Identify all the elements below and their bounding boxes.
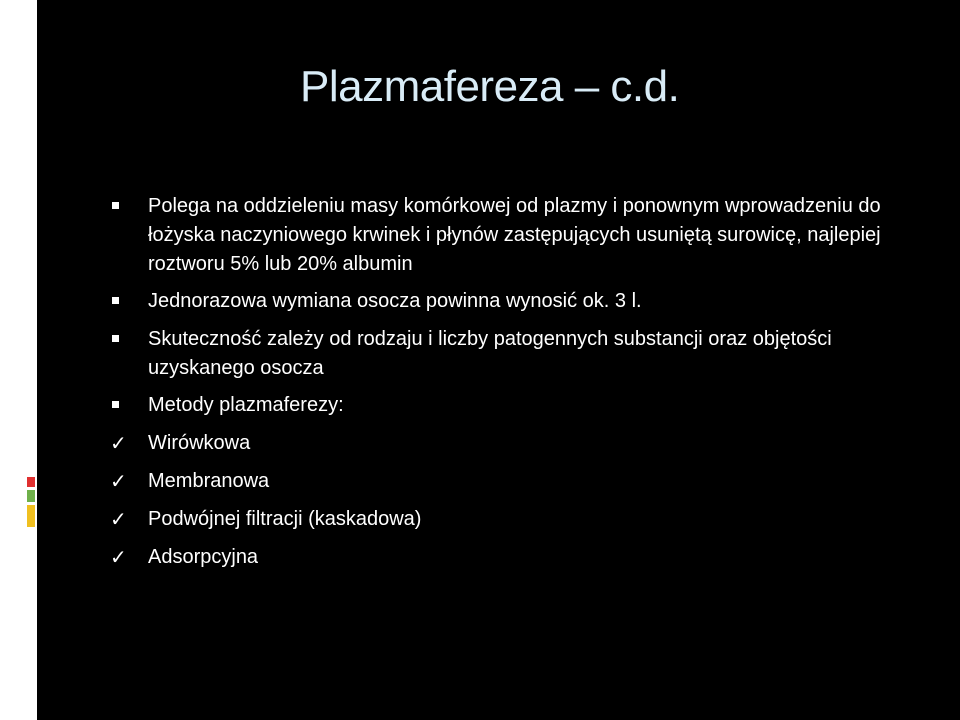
stripe <box>28 22 30 62</box>
list-item <box>110 429 890 458</box>
bullet-list <box>110 192 890 581</box>
square-icon <box>110 287 130 316</box>
stripe <box>22 70 25 110</box>
list-item-text: Adsorpcyjna <box>148 546 259 568</box>
list-item-text: Skuteczność zależy od rodzaju i liczby patogennych substancji oraz objętości uzyskanego osocza <box>148 328 832 379</box>
stripe <box>33 70 36 110</box>
checkmark-icon: ✓ <box>110 545 127 569</box>
list-item <box>110 391 890 420</box>
checkmark-icon: ✓ <box>110 469 127 493</box>
slide-title: Plazmafereza – c.d. <box>300 62 680 111</box>
accent-box-green <box>27 490 35 502</box>
list-item-text: Membranowa <box>148 470 270 492</box>
stripe <box>28 70 30 110</box>
list-item <box>110 543 890 572</box>
list-item-text: Metody plazmaferezy: <box>148 394 344 416</box>
list-item <box>110 467 890 496</box>
list-item <box>110 325 890 383</box>
list-item-text: Podwójnej filtracji (kaskadowa) <box>148 508 422 530</box>
list-item <box>110 505 890 534</box>
stripe <box>22 22 25 62</box>
list-item-text: Polega na oddzieleniu masy komórkowej od plazmy i ponownym wprowadzeniu do łożyska naczyniowego krwinek i płynów zastępujących usuniętą surowicę, najlepiej roztworu 5% lub 20% albumin <box>148 195 881 275</box>
square-icon <box>110 391 130 420</box>
square-icon <box>110 192 130 221</box>
list-item <box>110 287 890 316</box>
list-item-text: Wirówkowa <box>148 432 251 454</box>
stripe <box>17 22 19 62</box>
accent-box-yellow <box>27 505 35 527</box>
checkmark-icon: ✓ <box>110 507 127 531</box>
accent-box-red <box>27 477 35 487</box>
list-item <box>110 192 890 279</box>
stripe <box>33 22 36 62</box>
checkmark-icon: ✓ <box>110 431 127 455</box>
square-icon <box>110 325 130 354</box>
list-item-text: Jednorazowa wymiana osocza powinna wynosić ok. 3 l. <box>148 290 642 312</box>
stripe <box>17 70 19 110</box>
